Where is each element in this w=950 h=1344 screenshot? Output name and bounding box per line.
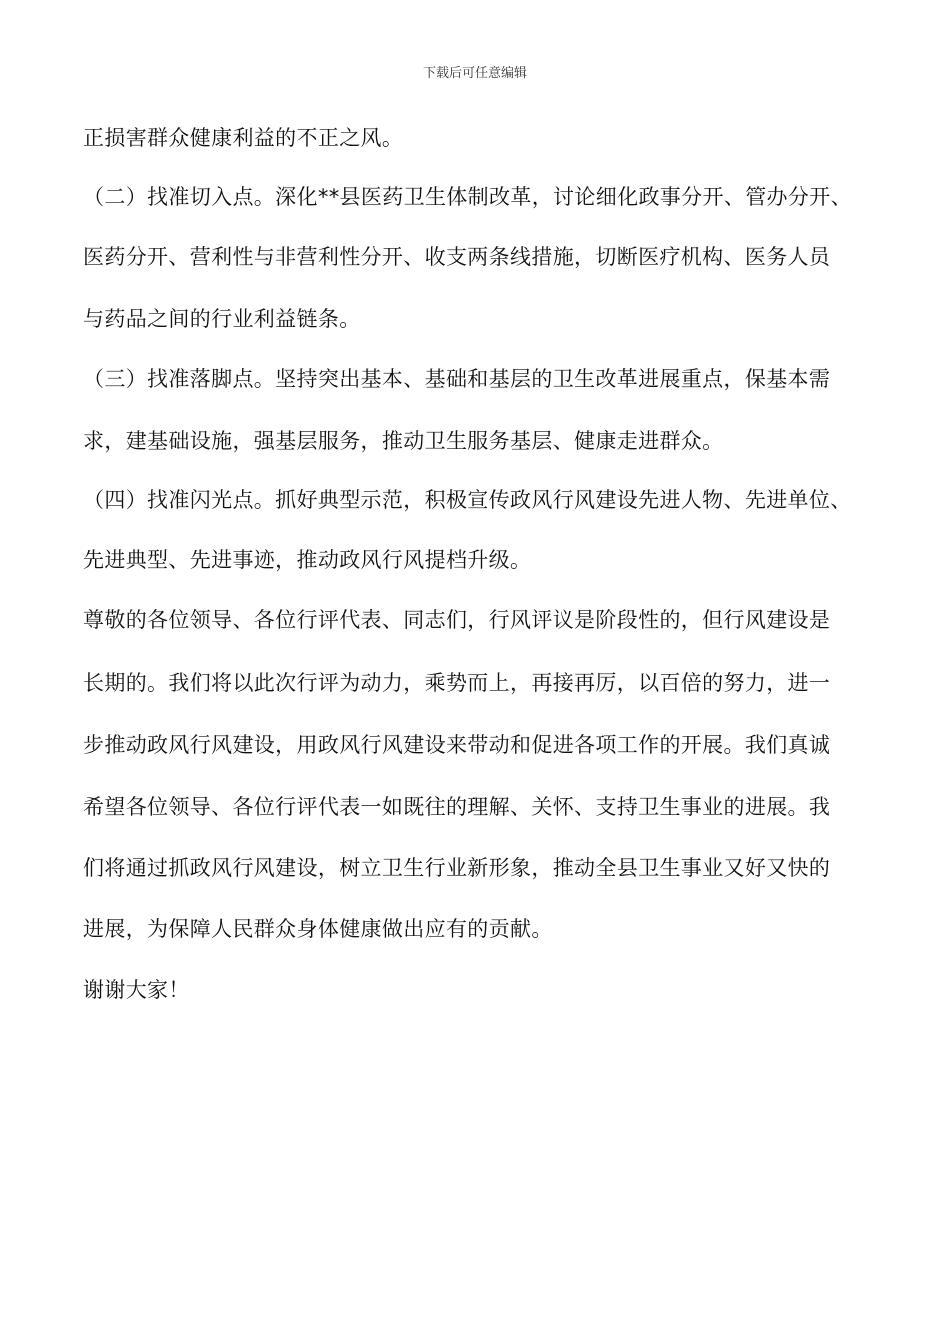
text-line: 谢谢大家！ xyxy=(83,978,190,1002)
text-line: 医药分开、营利性与非营利性分开、收支两条线措施，切断医疗机构、医务人员 xyxy=(83,245,831,269)
text-line: 进展，为保障人民群众身体健康做出应有的贡献。 xyxy=(83,917,553,941)
page-header-note: 下载后可任意编辑 xyxy=(422,66,527,81)
text-line: （三）找准落脚点。坚持突出基本、基础和基层的卫生改革进展重点，保基本需 xyxy=(83,367,831,391)
text-line: （二）找准切入点。深化**县医药卫生体制改革，讨论细化政事分开、管办分开、 xyxy=(83,185,852,209)
text-line: 长期的。我们将以此次行评为动力，乘势而上，再接再厉，以百倍的努力，进一 xyxy=(83,671,831,695)
text-line: 步推动政风行风建设，用政风行风建设来带动和促进各项工作的开展。我们真诚 xyxy=(83,733,831,757)
text-line: 与药品之间的行业利益链条。 xyxy=(83,307,361,331)
text-line: 先进典型、先进事迹，推动政风行风提档升级。 xyxy=(83,548,532,572)
text-line: 们将通过抓政风行风建设，树立卫生行业新形象，推动全县卫生事业又好又快的 xyxy=(83,856,831,880)
text-line: 求，建基础设施，强基层服务，推动卫生服务基层、健康走进群众。 xyxy=(83,429,724,453)
text-line: （四）找准闪光点。抓好典型示范，积极宣传政风行风建设先进人物、先进单位、 xyxy=(83,488,852,512)
text-line: 尊敬的各位领导、各位行评代表、同志们，行风评议是阶段性的，但行风建设是 xyxy=(83,608,831,632)
text-line: 正损害群众健康利益的不正之风。 xyxy=(83,126,404,150)
text-line: 希望各位领导、各位行评代表一如既往的理解、关怀、支持卫生事业的进展。我 xyxy=(83,795,831,819)
